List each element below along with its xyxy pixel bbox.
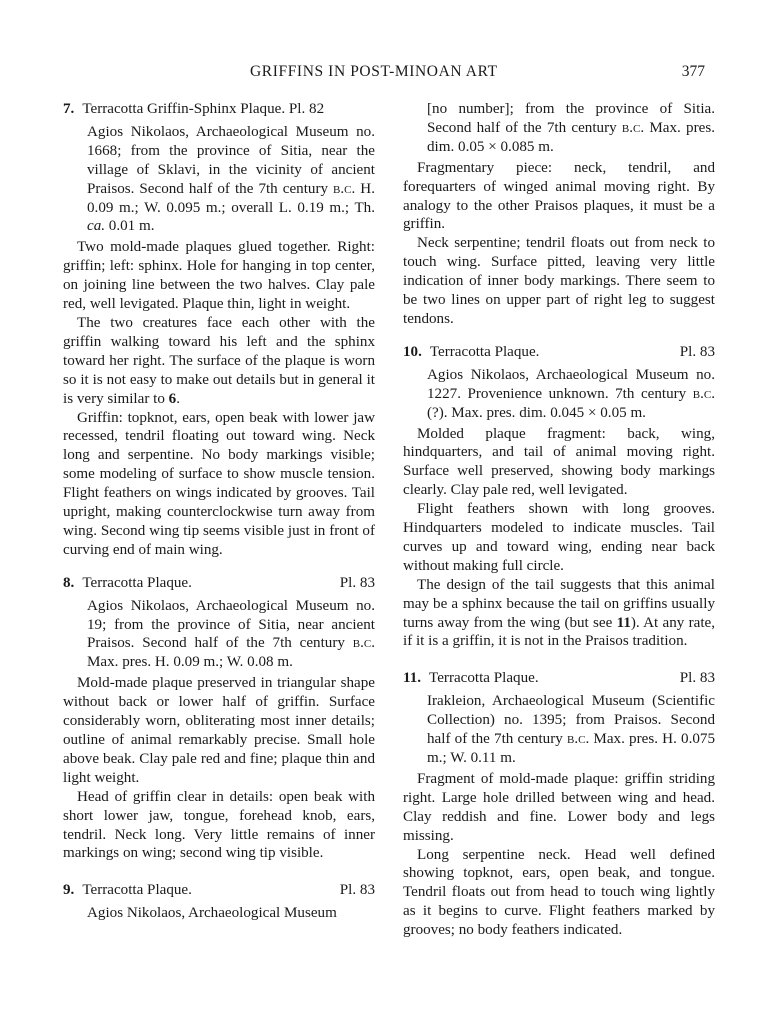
entry-number: 8.	[63, 574, 75, 591]
paragraph: Two mold-made plaques glued together. Right: griffin; left: sphinx. Hole for hanging in top center, on joining line between the two halves. Clay pale red, well levigated. Plaque thin, light in weight.	[63, 239, 375, 313]
plate-reference: Pl. 83	[679, 670, 715, 687]
paragraph: Fragmentary piece: neck, tendril, and forequarters of winged animal moving right. By analogy to the other Praisos plaques, it must be a griffin.	[403, 159, 715, 233]
catalog-details: Agios Nikolaos, Archaeological Museum	[87, 905, 337, 922]
paragraph: The design of the tail suggests that this animal may be a sphinx because the tail on griffins usually turns away from the wing (but see 11). At any rate, if it is a griffin, it is not in the Praisos tradition.	[403, 576, 715, 650]
entry-title: Terracotta Plaque.	[429, 670, 539, 687]
entry-number: 10.	[403, 343, 422, 360]
plate-reference: Pl. 83	[339, 574, 375, 591]
catalog-details: Agios Nikolaos, Archaeological Museum no. 1227. Provenience unknown. 7th century b.c. (?). Max. pres. dim. 0.045 × 0.05 m.	[427, 366, 715, 421]
paragraph: Molded plaque fragment: back, wing, hindquarters, and tail of animal moving right. Surface well preserved, showing body markings clearly. Clay pale red, well levigated.	[403, 425, 715, 499]
entry-9-heading	[63, 881, 375, 900]
cross-reference: 6	[168, 390, 177, 407]
entry-11-heading	[403, 669, 715, 688]
entry-number: 11.	[403, 670, 422, 687]
entry-title: Terracotta Griffin-Sphinx Plaque. Pl. 82	[82, 101, 325, 117]
paragraph: Long serpentine neck. Head well defined showing topknot, ears, open beak, and tongue. Tendril floats out from head to touch wing lightly as it begins to curve. Flight feathers marked by grooves; no body feathers indicated.	[403, 846, 715, 939]
plate-reference: Pl. 83	[339, 882, 375, 899]
paragraph: Griffin: topknot, ears, open beak with lower jaw recessed, tendril floating out toward wing. Neck long and serpentine. No body markings visible; some modeling of surface to show muscle tension. Flight feathers on wings indicated by grooves. Tail upright, making counterclockwise turn away from wing. Second wing tip seems visible just in front of curving end of main wing.	[63, 409, 375, 558]
running-head	[0, 63, 773, 87]
cross-reference: 11	[616, 614, 631, 631]
paragraph: Head of griffin clear in details: open beak with short lower jaw, tongue, forehead knob, ears, tendril. Neck long. Very little remains of inner markings on wing; second wing tip visible.	[63, 788, 375, 862]
page-number: 377	[681, 63, 705, 80]
entry-8-heading	[63, 574, 375, 593]
plate-reference: Pl. 83	[679, 343, 715, 360]
entry-number: 9.	[63, 882, 75, 899]
entry-7-heading	[63, 100, 375, 119]
catalog-details: Agios Nikolaos, Archaeological Museum no. 1668; from the province of Sitia, near the village of Sklavi, in the vicinity of ancient Praisos. Second half of the 7th century b.c. H. 0.09 m.; W. 0.095 m.; overall L. 0.19 m.; Th. ca. 0.01 m.	[87, 123, 375, 235]
entry-title: Terracotta Plaque.	[82, 882, 192, 899]
entry-10-heading	[403, 343, 715, 362]
paragraph: Flight feathers shown with long grooves. Hindquarters modeled to indicate muscles. Tail curves up and toward wing, ending near back without making full circle.	[403, 501, 715, 574]
catalog-details: Agios Nikolaos, Archaeological Museum no. 19; from the province of Sitia, near ancient Praisos. Second half of the 7th century b.c. Max. pres. H. 0.09 m.; W. 0.08 m.	[87, 597, 375, 671]
entry-title: Terracotta Plaque.	[82, 574, 192, 591]
left-column	[63, 100, 375, 925]
right-column	[403, 100, 715, 940]
entry-title: Terracotta Plaque.	[429, 343, 540, 360]
paragraph: Fragment of mold-made plaque: griffin striding right. Large hole drilled between wing and head. Clay reddish and fine. Lower body and legs missing.	[403, 770, 715, 844]
running-title: GRIFFINS IN POST-MINOAN ART	[250, 63, 498, 80]
catalog-details-continued: [no number]; from the province of Sitia. Second half of the 7th century b.c. Max. pres. dim. 0.05 × 0.085 m.	[427, 101, 715, 155]
paragraph: The two creatures face each other with the griffin walking toward his left and the sphinx toward her right. The surface of the plaque is worn so it is not easy to make out details but in general it is very similar to 6.	[63, 314, 375, 407]
entry-number: 7.	[63, 101, 75, 117]
catalog-details: Irakleion, Archaeological Museum (Scientific Collection) no. 1395; from Praisos. Second half of the 7th century b.c. Max. pres. H. 0.075 m.; W. 0.11 m.	[427, 693, 715, 766]
paragraph: Mold-made plaque preserved in triangular shape without back or lower half of griffin. Surface considerably worn, obliterating most inner details; outline of animal remarkably precise. Small hole above beak. Clay pale red and fine; plaque thin and light weight.	[63, 675, 375, 786]
paragraph: Neck serpentine; tendril floats out from neck to touch wing. Surface pitted, leaving very little indication of inner body markings. There seem to be two lines on upper part of right leg to suggest tendons.	[403, 235, 715, 327]
